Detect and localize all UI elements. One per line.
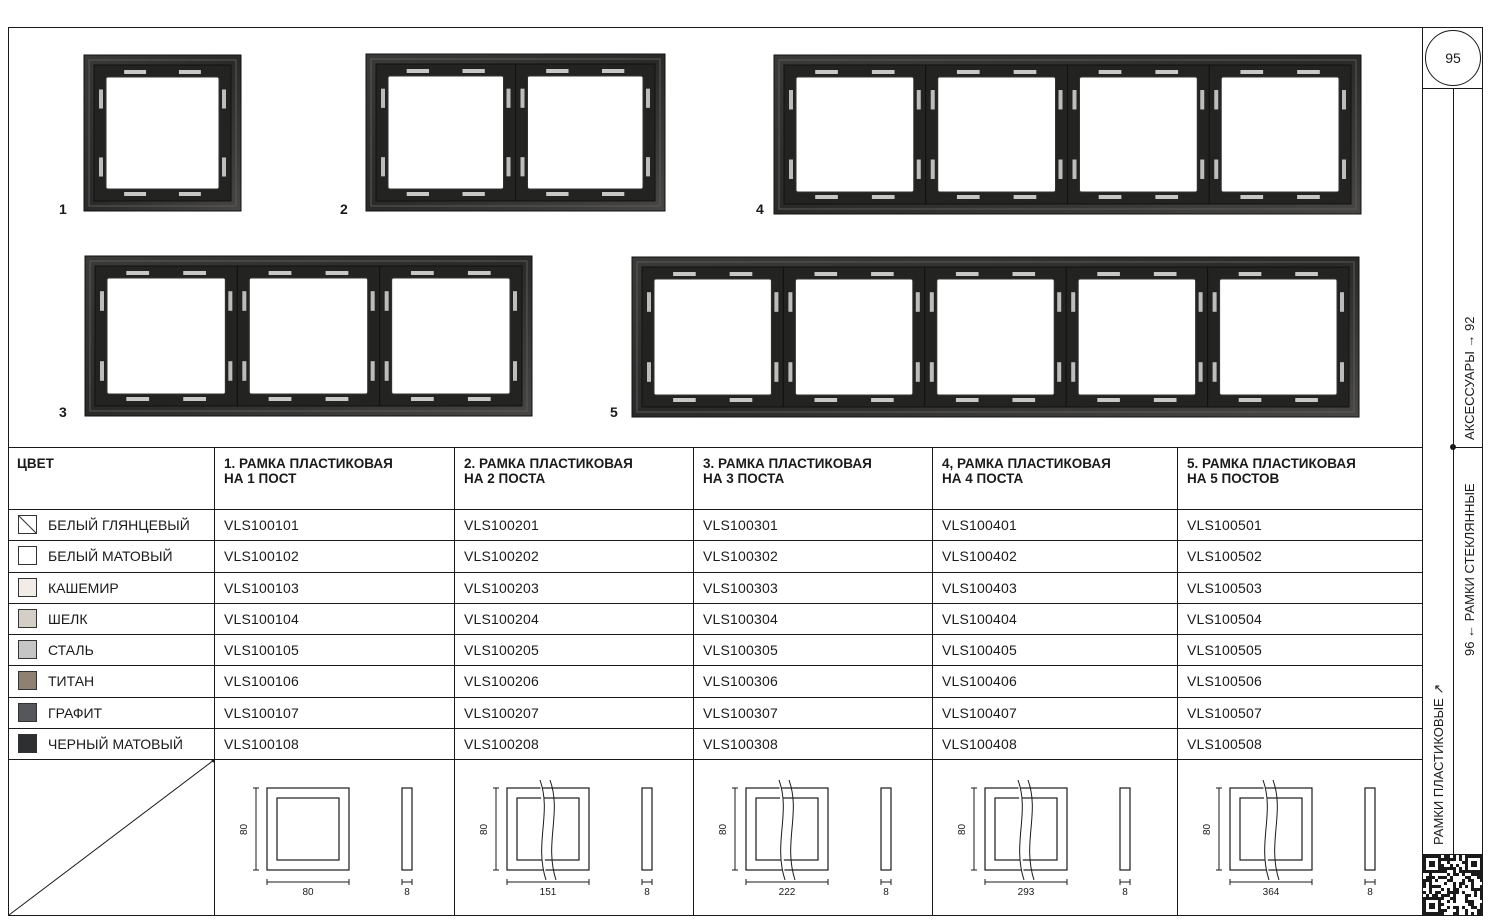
table-row-rule (8, 572, 1422, 573)
color-swatch (18, 609, 37, 628)
article-code: VLS100107 (224, 705, 299, 721)
page-number: 95 (1425, 30, 1481, 86)
article-code: VLS100404 (942, 611, 1017, 627)
article-code: VLS100508 (1187, 736, 1262, 752)
table-row-rule (8, 728, 1422, 729)
dimension-drawing (1177, 760, 1422, 916)
color-name: КАШЕМИР (48, 580, 119, 596)
dim-width: 222 (778, 887, 796, 898)
table-row-rule (8, 634, 1422, 635)
article-code: VLS100207 (464, 705, 539, 721)
article-code: VLS100504 (1187, 611, 1262, 627)
color-name: ШЕЛК (48, 611, 88, 627)
color-header: ЦВЕТ (17, 456, 54, 471)
dim-depth: 8 (404, 887, 410, 898)
article-code: VLS100403 (942, 580, 1017, 596)
table-row-rule (8, 665, 1422, 666)
section-title[interactable]: РАМКИ ПЛАСТИКОВЫЕ ↗ (1431, 683, 1446, 845)
color-name: БЕЛЫЙ ГЛЯНЦЕВЫЙ (48, 517, 190, 533)
dimension-drawing (932, 760, 1177, 916)
article-code: VLS100406 (942, 673, 1017, 689)
article-code: VLS100502 (1187, 548, 1262, 564)
color-name: ТИТАН (48, 673, 95, 689)
dim-depth: 8 (883, 887, 889, 898)
article-code: VLS100407 (942, 705, 1017, 721)
dimension-drawing (214, 760, 454, 916)
frame-label-3: 3 (59, 404, 67, 420)
color-swatch (18, 734, 37, 753)
color-swatch (18, 640, 37, 659)
article-code: VLS100103 (224, 580, 299, 596)
color-swatch (18, 546, 37, 565)
dim-width: 293 (1017, 887, 1035, 898)
dim-width: 151 (539, 887, 557, 898)
col-header-2: 2. РАМКА ПЛАСТИКОВАЯ НА 2 ПОСТА (464, 456, 633, 486)
qr-code[interactable] (1423, 855, 1483, 915)
article-code: VLS100402 (942, 548, 1017, 564)
dim-depth: 8 (1367, 887, 1373, 898)
link-accessories[interactable]: АКСЕССУАРЫ → 92 (1462, 316, 1477, 440)
article-code: VLS100503 (1187, 580, 1262, 596)
dim-depth: 8 (644, 887, 650, 898)
article-code: VLS100208 (464, 736, 539, 752)
article-code: VLS100506 (1187, 673, 1262, 689)
frame-image (632, 257, 1359, 417)
dim-height: 80 (239, 823, 250, 835)
article-code: VLS100203 (464, 580, 539, 596)
color-name: БЕЛЫЙ МАТОВЫЙ (48, 548, 173, 564)
frames-gallery (0, 0, 1422, 447)
article-code: VLS100306 (703, 673, 778, 689)
table-top-rule (8, 447, 1422, 448)
article-code: VLS100104 (224, 611, 299, 627)
table-row-rule (8, 540, 1422, 541)
color-swatch (18, 703, 37, 722)
sidebar-top-rule (1422, 88, 1483, 89)
article-code: VLS100108 (224, 736, 299, 752)
article-code: VLS100507 (1187, 705, 1262, 721)
col-header-1: 1. РАМКА ПЛАСТИКОВАЯ НА 1 ПОСТ (224, 456, 393, 486)
article-code: VLS100501 (1187, 517, 1262, 533)
frame-image (85, 256, 532, 416)
article-code: VLS100408 (942, 736, 1017, 752)
frame-image (366, 54, 665, 211)
article-code: VLS100401 (942, 517, 1017, 533)
dim-height: 80 (957, 823, 968, 835)
table-row-rule (8, 697, 1422, 698)
dim-height: 80 (718, 823, 729, 835)
dimension-drawing (693, 760, 932, 916)
article-code: VLS100202 (464, 548, 539, 564)
frame-image (774, 55, 1361, 214)
col-header-4: 4, РАМКА ПЛАСТИКОВАЯ НА 4 ПОСТА (942, 456, 1111, 486)
color-swatch (18, 671, 37, 690)
color-swatch (18, 515, 37, 534)
sidebar-dot (1450, 444, 1456, 450)
article-code: VLS100204 (464, 611, 539, 627)
sidebar-divider (1422, 27, 1423, 916)
dim-height: 80 (1202, 823, 1213, 835)
article-code: VLS100106 (224, 673, 299, 689)
article-code: VLS100302 (703, 548, 778, 564)
color-name: ГРАФИТ (48, 705, 103, 721)
color-name: СТАЛЬ (48, 642, 94, 658)
article-code: VLS100105 (224, 642, 299, 658)
dim-height: 80 (479, 823, 490, 835)
article-code: VLS100305 (703, 642, 778, 658)
article-code: VLS100101 (224, 517, 299, 533)
article-code: VLS100301 (703, 517, 778, 533)
col-header-5: 5. РАМКА ПЛАСТИКОВАЯ НА 5 ПОСТОВ (1187, 456, 1356, 486)
frame-label-4: 4 (756, 201, 764, 217)
frame-label-2: 2 (340, 201, 348, 217)
color-swatch (18, 578, 37, 597)
dim-width: 80 (302, 887, 314, 898)
frame-label-1: 1 (59, 201, 67, 217)
link-glass-frames[interactable]: 96 ← РАМКИ СТЕКЛЯННЫЕ (1462, 483, 1477, 656)
article-code: VLS100303 (703, 580, 778, 596)
article-code: VLS100206 (464, 673, 539, 689)
sidebar-inner-divider (1453, 88, 1454, 854)
empty-cell-diagonal (8, 759, 215, 916)
article-code: VLS100304 (703, 611, 778, 627)
dimension-drawing (454, 760, 693, 916)
table-header-rule (8, 509, 1422, 510)
dim-depth: 8 (1122, 887, 1128, 898)
article-code: VLS100205 (464, 642, 539, 658)
article-code: VLS100405 (942, 642, 1017, 658)
article-code: VLS100102 (224, 548, 299, 564)
table-row-rule (8, 603, 1422, 604)
color-name: ЧЕРНЫЙ МАТОВЫЙ (48, 736, 183, 752)
dim-width: 364 (1262, 887, 1280, 898)
col-header-3: 3. РАМКА ПЛАСТИКОВАЯ НА 3 ПОСТА (703, 456, 872, 486)
article-code: VLS100201 (464, 517, 539, 533)
article-code: VLS100307 (703, 705, 778, 721)
sidebar-mid-rule (1453, 447, 1483, 448)
frame-image (84, 55, 241, 211)
article-code: VLS100505 (1187, 642, 1262, 658)
article-code: VLS100308 (703, 736, 778, 752)
frame-label-5: 5 (610, 404, 618, 420)
